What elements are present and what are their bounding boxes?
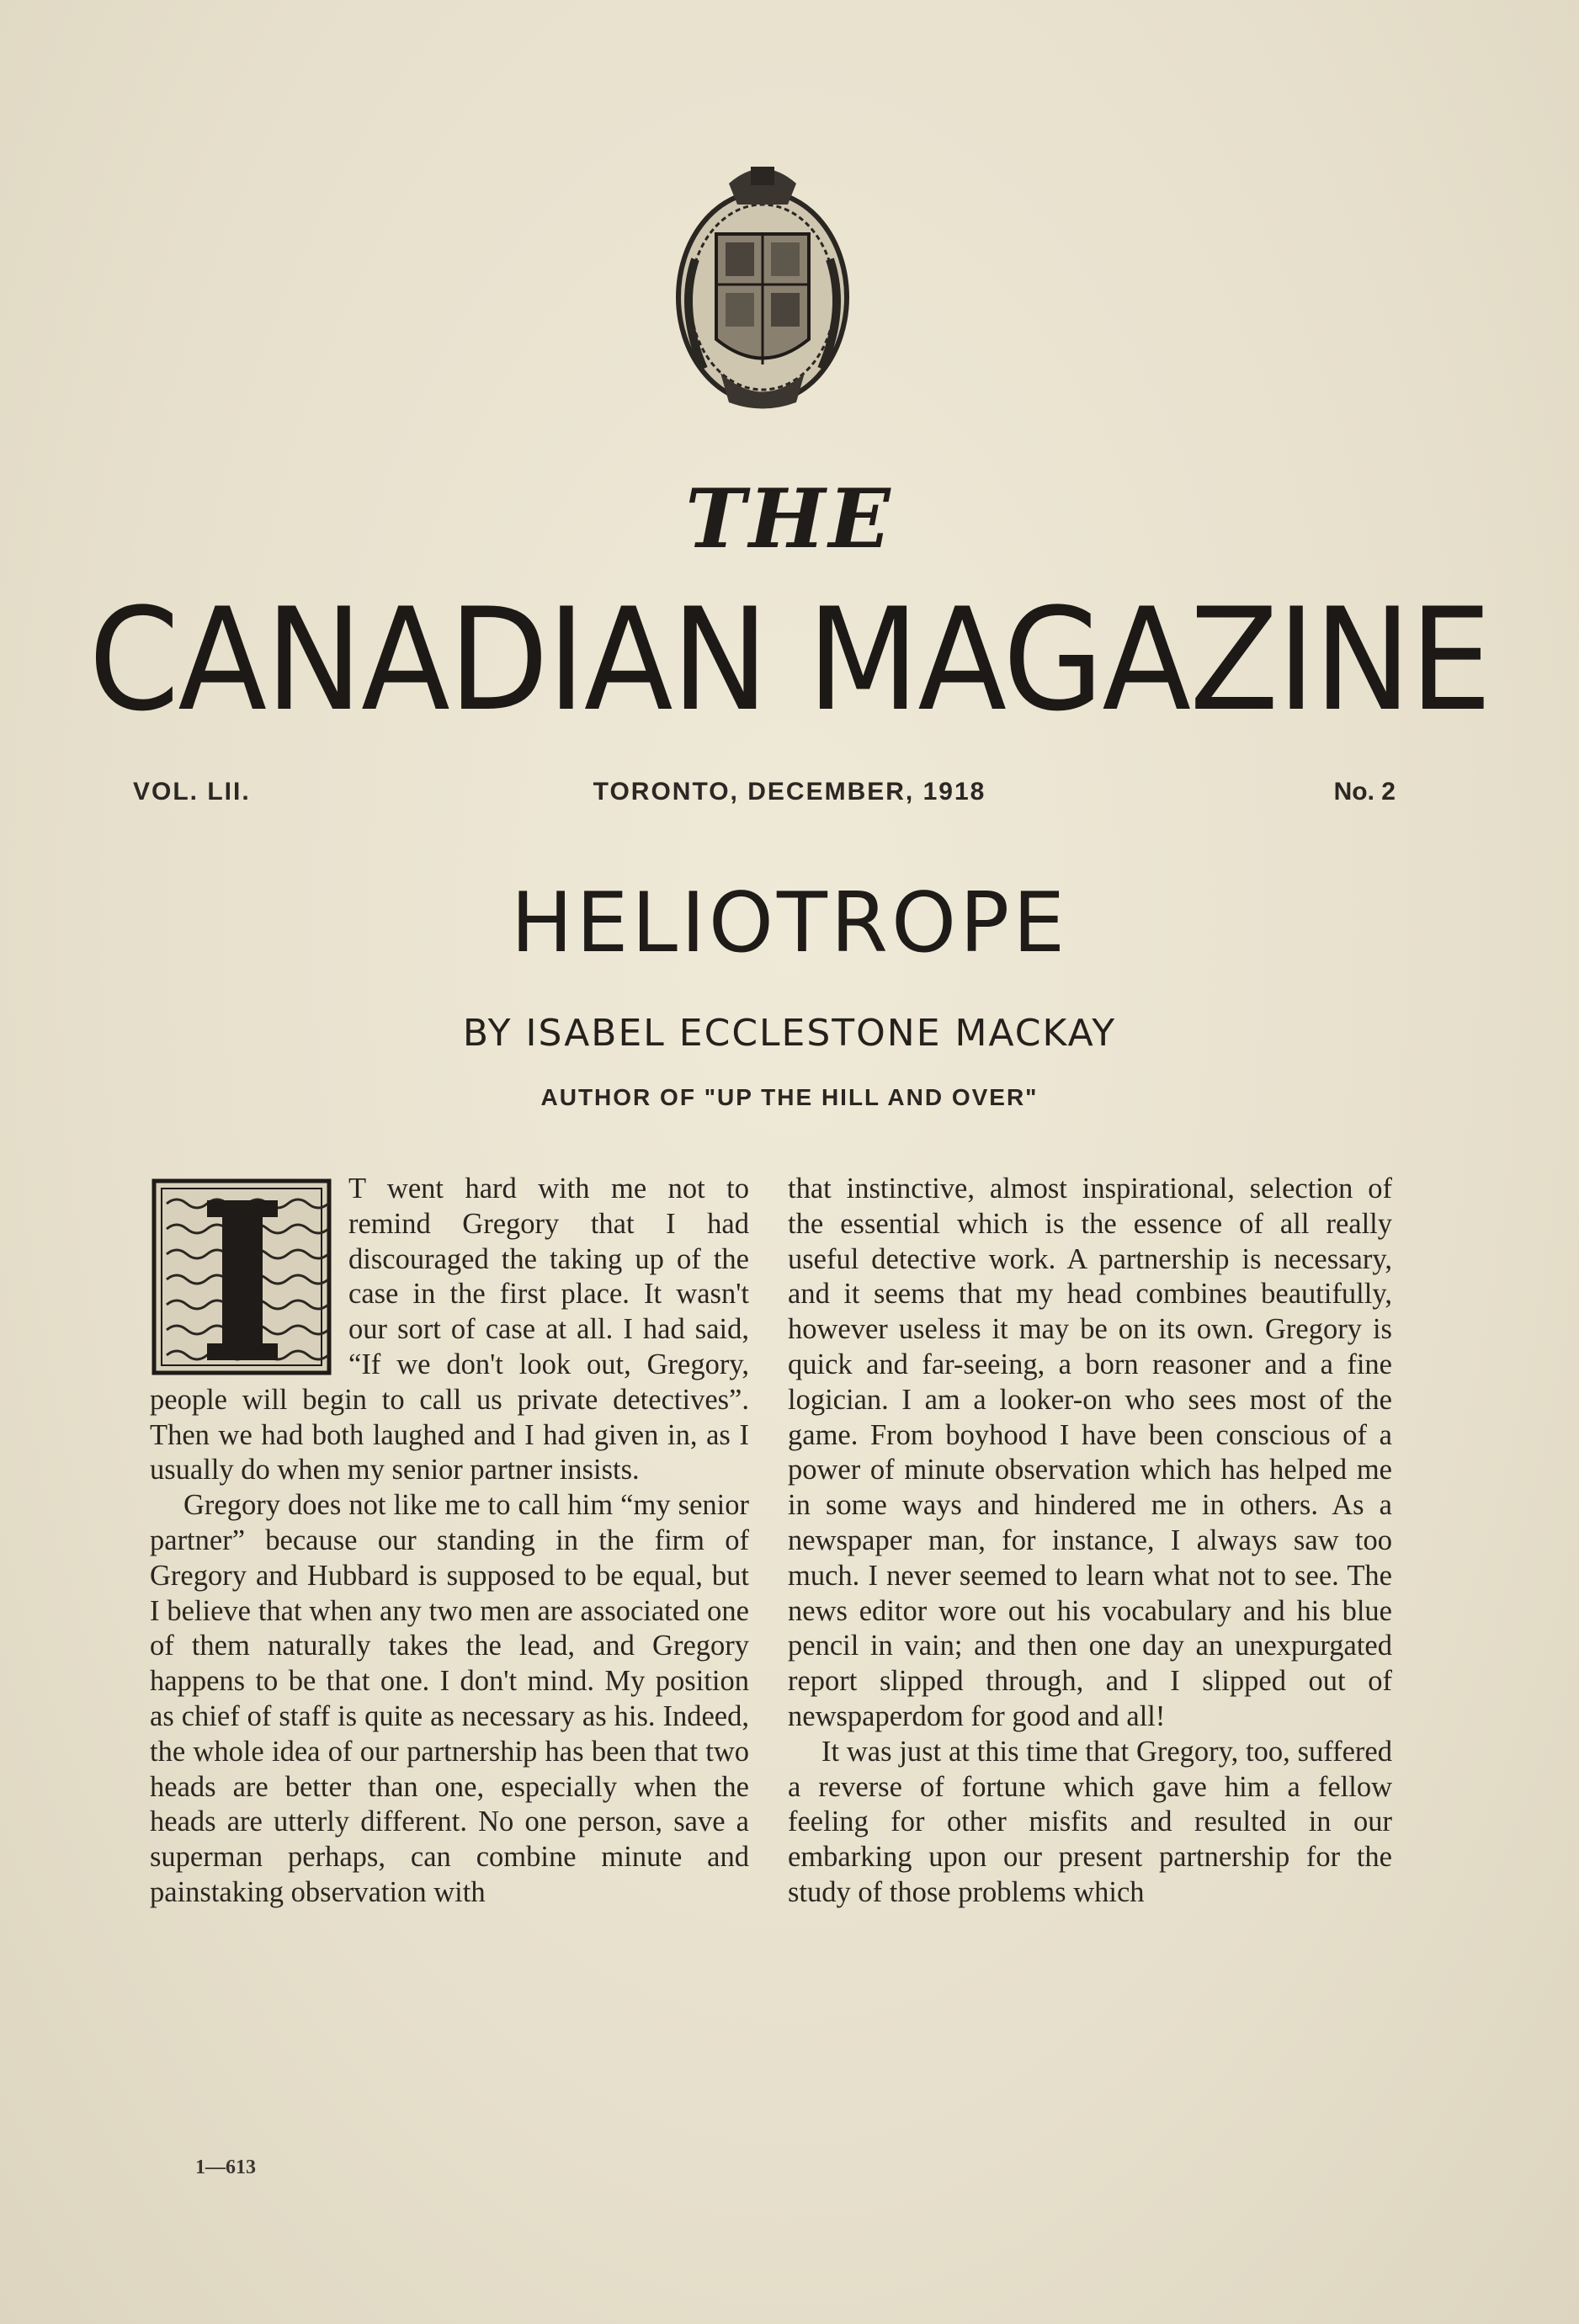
dropcap-i-icon xyxy=(152,1178,332,1375)
article-title: HELIOTROPE xyxy=(510,875,1069,971)
author-credit: AUTHOR OF "UP THE HILL AND OVER" xyxy=(540,1084,1039,1110)
issue-number: No. 2 xyxy=(1333,778,1396,806)
paragraph: T went hard with me not to remind Gregory that I had discouraged the taking up of the case in the first place. It wasn't our sort of case at all. I had said, “If we don't look out, Gregory, people will begin to call us private detectives”. Then we had both laughed and I had given in, as I usually do when my senior partner insists. xyxy=(150,1173,749,1486)
issue-dateline: TORONTO, DECEMBER, 1918 xyxy=(593,778,986,806)
page-folio: 1—613 xyxy=(195,2156,256,2178)
right-column xyxy=(788,1172,1392,1911)
left-column xyxy=(150,1172,749,1911)
masthead-the: THE xyxy=(685,471,894,566)
article-byline: BY ISABEL ECCLESTONE MACKAY xyxy=(462,1012,1117,1055)
paragraph: that instinctive, almost inspirational, selection of the essential which is the essence of all really useful detective work. A partnership is necessary, and it seems that my head combines beautifully, however useless it may be on its own. Gregory is quick and far-seeing, a born reasoner and a fine logician. I am a looker-on who sees most of the game. From boyhood I have been conscious of a power of minute observation which has helped me in some ways and hindered me in others. As a newspaper man, for instance, I always saw too much. I never seemed to learn what not to see. The news editor wore out his vocabulary and his blue pencil in vain; and then one day an unexpurgated report slipped through, and I slipped out of newspaperdom for good and all! xyxy=(788,1173,1392,1732)
paragraph: It was just at this time that Gregory, too, suffered a reverse of fortune which gave him a fellow feeling for other misfits and resulted in our embarking upon our present partnership for the study of those problems which xyxy=(788,1735,1392,1908)
heraldic-crest-icon xyxy=(670,158,855,419)
masthead-title: CANADIAN MAGAZINE xyxy=(88,577,1491,742)
volume-label: VOL. LII. xyxy=(133,778,251,806)
paragraph: Gregory does not like me to call him “my senior partner” because our standing in the firm of Gregory and Hubbard is supposed to be equal, but I believe that when any two men are associated one of them naturally takes the lead, and Gregory happens to be that one. I don't mind. My position as chief of staff is quite as necessary as his. Indeed, the whole idea of our partnership has been that two heads are better than one, especially when the heads are utterly different. No one person, save a superman perhaps, can combine minute and painstaking observation with xyxy=(150,1489,749,1908)
